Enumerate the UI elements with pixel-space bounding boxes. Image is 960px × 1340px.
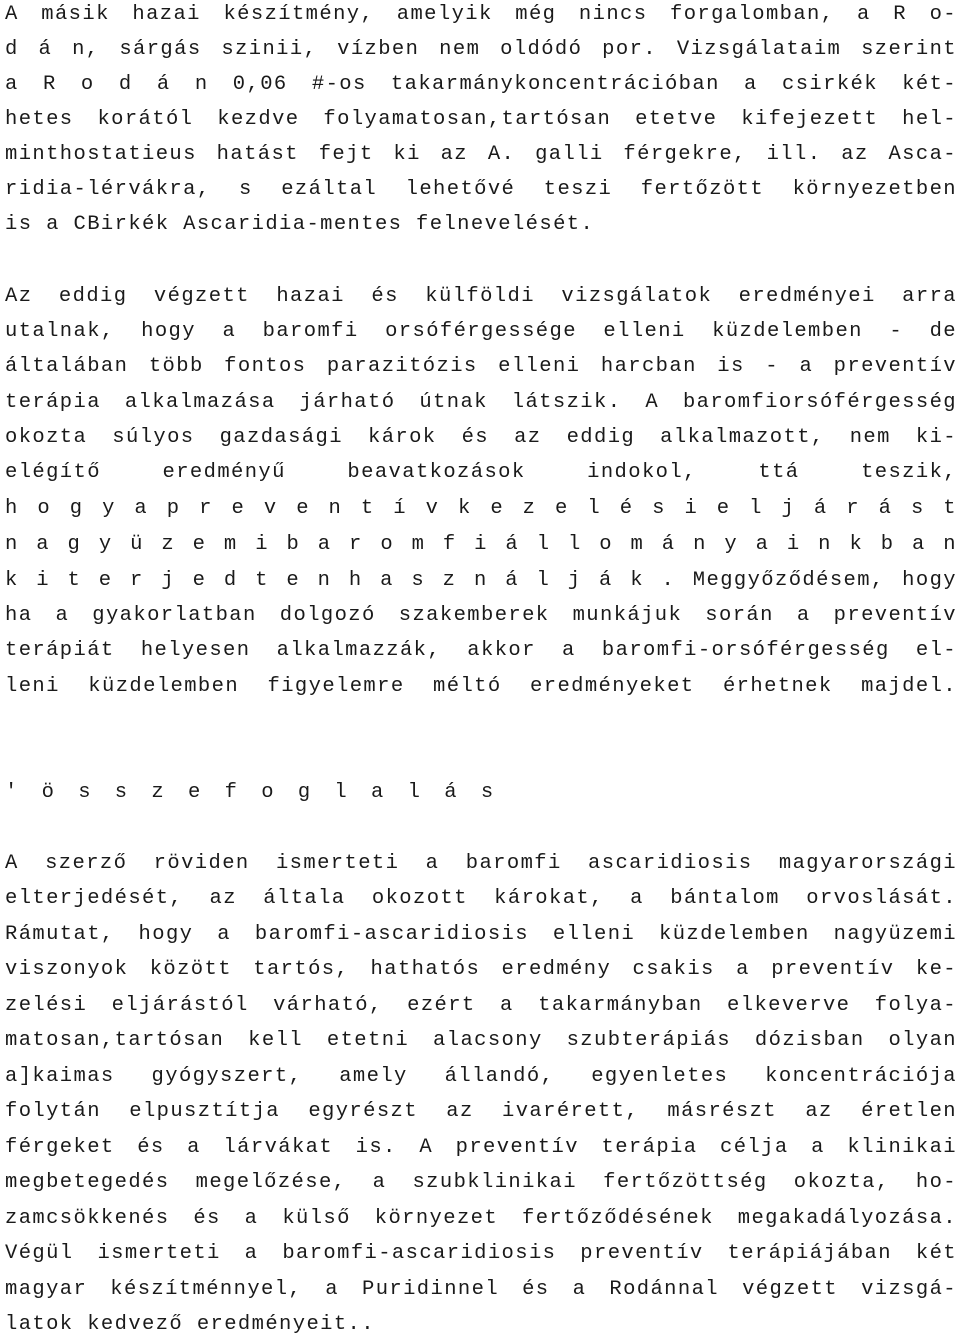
text-line: Rámutat, hogy a baromfi-ascaridiosis elleni küzdelemben nagyüzemi (5, 923, 957, 946)
section-heading: ' ö s s z e f o g l a l á s (5, 781, 500, 804)
text-line: ha a gyakorlatban dolgozó szakemberek munkájuk során a preventív (5, 604, 957, 627)
text-line: terápiát helyesen alkalmazzák, akkor a baromfi-orsóférgesség el- (5, 639, 957, 662)
text-line: hetes korától kezdve folyamatosan,tartósan etetve kifejezett hel- (5, 108, 957, 131)
text-line: latok kedvező eredményeit.. (5, 1313, 375, 1336)
text-line: a]kaimas gyógyszert, amely állandó, egyenletes koncentrációja (5, 1065, 957, 1088)
text-line: Végül ismerteti a baromfi-ascaridiosis preventív terápiájában két (5, 1242, 957, 1265)
text-line: utalnak, hogy a baromfi orsóférgessége elleni küzdelemben - de (5, 320, 957, 343)
text-line: viszonyok között tartós, hathatós eredmény csakis a preventív ke- (5, 958, 957, 981)
text-line: d á n, sárgás szinii, vízben nem oldódó por. Vizsgálataim szerint (5, 38, 957, 61)
text-line: n a g y ü z e m i b a r o m f i á l l o m á n y a i n k b a n (5, 533, 957, 556)
text-line: a R o d á n 0,06 #-os takarmánykoncentrációban a csirkék két- (5, 73, 957, 96)
text-line: megbetegedés megelőzése, a szubklinikai fertőzöttség okozta, ho- (5, 1171, 957, 1194)
text-line: A szerző röviden ismerteti a baromfi ascaridiosis magyarországi (5, 852, 957, 875)
text-line: matosan,tartósan kell etetni alacsony szubterápiás dózisban olyan (5, 1029, 957, 1052)
text-line: általában több fontos parazitózis elleni harcban is - a preventív (5, 355, 957, 378)
text-line: elégítő eredményű beavatkozások indokol, ttá teszik, (5, 461, 957, 484)
text-line: k i t e r j e d t e n h a s z n á l j á k . Meggyőződésem, hogy (5, 569, 957, 592)
text-line: elterjedését, az általa okozott károkat, a bántalom orvoslását. (5, 887, 957, 910)
text-line: is a CBirkék Ascaridia-mentes felnevelését. (5, 213, 595, 236)
text-line: férgeket és a lárvákat is. A preventív terápia célja a klinikai (5, 1136, 957, 1159)
text-line: terápia alkalmazása járható útnak látszik. A baromfiorsóférgesség (5, 391, 957, 414)
text-line: magyar készítménnyel, a Puridinnel és a Rodánnal végzett vizsgá- (5, 1278, 957, 1301)
text-line: zelési eljárástól várható, ezért a takarmányban elkeverve folya- (5, 994, 957, 1017)
text-line: h o g y a p r e v e n t í v k e z e l é s i e l j á r á s t (5, 497, 957, 520)
text-line: folytán elpusztítja egyrészt az ivarérett, másrészt az éretlen (5, 1100, 957, 1123)
text-line: A másik hazai készítmény, amelyik még nincs forgalomban, a R o- (5, 3, 957, 26)
text-line: Az eddig végzett hazai és külföldi vizsgálatok eredményei arra (5, 285, 957, 308)
text-line: minthostatieus hatást fejt ki az A. galli férgekre, ill. az Asca- (5, 143, 957, 166)
text-line: zamcsökkenés és a külső környezet fertőződésének megakadályozása. (5, 1207, 957, 1230)
text-line: okozta súlyos gazdasági károk és az eddig alkalmazott, nem ki- (5, 426, 957, 449)
text-line: leni küzdelemben figyelemre méltó eredményeket érhetnek majdel. (5, 675, 957, 698)
text-line: ridia-lérvákra, s ezáltal lehetővé teszi fertőzött környezetben (5, 178, 957, 201)
